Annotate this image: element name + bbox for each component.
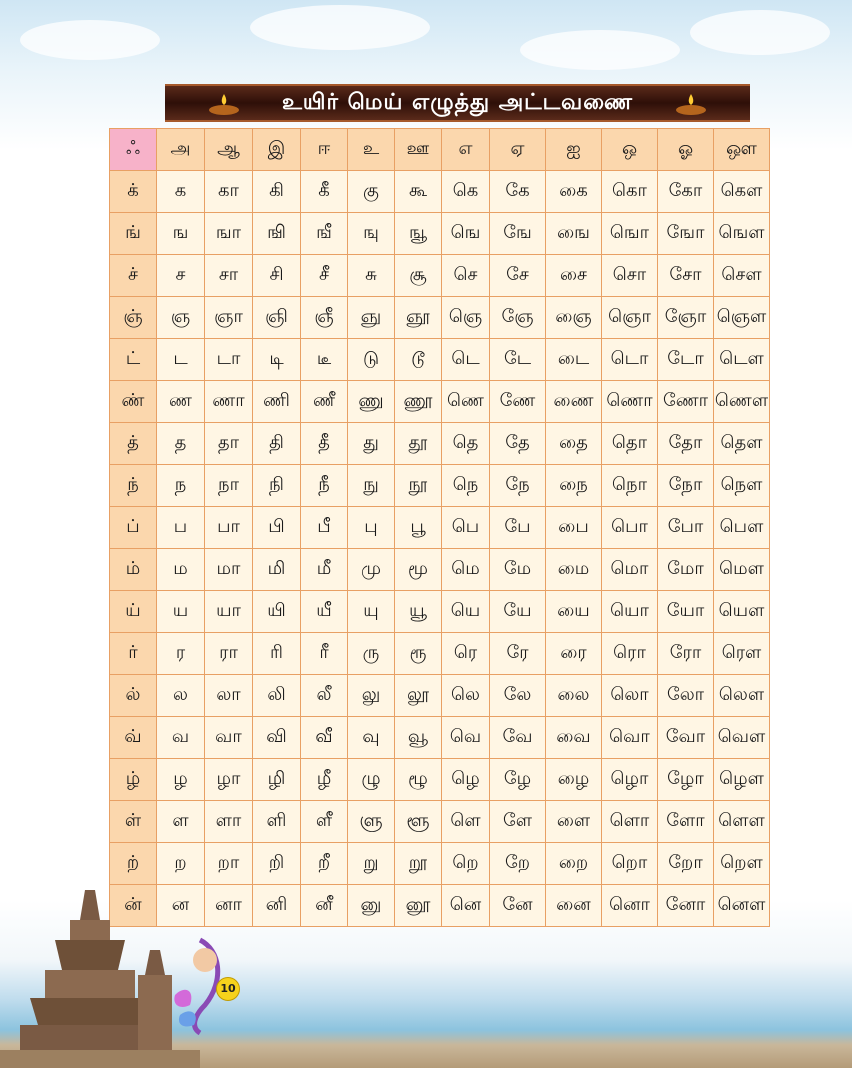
- letter-cell: யை: [546, 591, 602, 633]
- consonant-header-cell: க்: [110, 171, 157, 213]
- letter-cell: ஞெ: [442, 297, 490, 339]
- letter-cell: றோ: [658, 843, 714, 885]
- letter-cell: லூ: [395, 675, 442, 717]
- consonant-header-cell: ச்: [110, 255, 157, 297]
- letter-cell: ம: [157, 549, 205, 591]
- letter-cell: ஙே: [490, 213, 546, 255]
- consonant-row: [110, 591, 770, 633]
- letter-cell: னை: [546, 885, 602, 927]
- letter-cell: கை: [546, 171, 602, 213]
- consonant-header-cell: ந்: [110, 465, 157, 507]
- vowel-header-cell: அ: [157, 129, 205, 171]
- vowel-header-cell: ஈ: [301, 129, 348, 171]
- letter-cell: ய: [157, 591, 205, 633]
- letter-cell: ஙா: [205, 213, 253, 255]
- letter-cell: ஞி: [253, 297, 301, 339]
- letter-cell: டௌ: [714, 339, 770, 381]
- letter-cell: வை: [546, 717, 602, 759]
- letter-cell: டை: [546, 339, 602, 381]
- letter-cell: றா: [205, 843, 253, 885]
- letter-cell: னொ: [602, 885, 658, 927]
- letter-cell: லெ: [442, 675, 490, 717]
- letter-cell: சூ: [395, 255, 442, 297]
- letter-cell: தூ: [395, 423, 442, 465]
- letter-cell: பே: [490, 507, 546, 549]
- letter-cell: நீ: [301, 465, 348, 507]
- letter-cell: யோ: [658, 591, 714, 633]
- letter-cell: ஞை: [546, 297, 602, 339]
- consonant-header-cell: ம்: [110, 549, 157, 591]
- letter-cell: ர: [157, 633, 205, 675]
- letter-cell: ச: [157, 255, 205, 297]
- letter-cell: ளே: [490, 801, 546, 843]
- consonant-header-cell: ள்: [110, 801, 157, 843]
- letter-cell: கு: [348, 171, 395, 213]
- consonant-row: [110, 339, 770, 381]
- letter-cell: னோ: [658, 885, 714, 927]
- page-title: உயிர் மெய் எழுத்து அட்டவணை: [281, 90, 634, 115]
- letter-cell: யா: [205, 591, 253, 633]
- letter-cell: டொ: [602, 339, 658, 381]
- uyirmei-table: [109, 128, 770, 927]
- letter-cell: றி: [253, 843, 301, 885]
- letter-cell: ட: [157, 339, 205, 381]
- letter-cell: ணி: [253, 381, 301, 423]
- letter-cell: ஞா: [205, 297, 253, 339]
- vowel-header-cell: எ: [442, 129, 490, 171]
- letter-cell: ளெ: [442, 801, 490, 843]
- letter-cell: ள: [157, 801, 205, 843]
- letter-cell: ணீ: [301, 381, 348, 423]
- letter-cell: மை: [546, 549, 602, 591]
- consonant-header-cell: த்: [110, 423, 157, 465]
- letter-cell: சை: [546, 255, 602, 297]
- title-banner: [165, 84, 750, 122]
- letter-cell: ழூ: [395, 759, 442, 801]
- letter-cell: மொ: [602, 549, 658, 591]
- letter-cell: மு: [348, 549, 395, 591]
- letter-cell: தெ: [442, 423, 490, 465]
- consonant-header-cell: ப்: [110, 507, 157, 549]
- consonant-header-cell: ற்: [110, 843, 157, 885]
- letter-cell: வா: [205, 717, 253, 759]
- letter-cell: னு: [348, 885, 395, 927]
- letter-cell: ழௌ: [714, 759, 770, 801]
- letter-cell: ஙீ: [301, 213, 348, 255]
- letter-cell: வே: [490, 717, 546, 759]
- letter-cell: லீ: [301, 675, 348, 717]
- letter-cell: பு: [348, 507, 395, 549]
- letter-cell: னி: [253, 885, 301, 927]
- letter-cell: ரா: [205, 633, 253, 675]
- letter-cell: ஞொ: [602, 297, 658, 339]
- vowel-header-cell: ஆ: [205, 129, 253, 171]
- letter-cell: சோ: [658, 255, 714, 297]
- letter-cell: ழா: [205, 759, 253, 801]
- consonant-header-cell: ழ்: [110, 759, 157, 801]
- aytham-cell: ஃ: [110, 129, 157, 171]
- letter-cell: ரை: [546, 633, 602, 675]
- letter-cell: தொ: [602, 423, 658, 465]
- letter-cell: டீ: [301, 339, 348, 381]
- letter-cell: ஙோ: [658, 213, 714, 255]
- letter-cell: ஙெ: [442, 213, 490, 255]
- letter-cell: ஙு: [348, 213, 395, 255]
- letter-cell: ண: [157, 381, 205, 423]
- letter-cell: மோ: [658, 549, 714, 591]
- vowel-header-cell: ஔ: [714, 129, 770, 171]
- letter-cell: ளொ: [602, 801, 658, 843]
- letter-cell: தௌ: [714, 423, 770, 465]
- letter-cell: ணே: [490, 381, 546, 423]
- consonant-header-cell: ங்: [110, 213, 157, 255]
- letter-cell: க: [157, 171, 205, 213]
- letter-cell: செ: [442, 255, 490, 297]
- letter-cell: ணு: [348, 381, 395, 423]
- letter-cell: து: [348, 423, 395, 465]
- letter-cell: ளு: [348, 801, 395, 843]
- letter-cell: கே: [490, 171, 546, 213]
- letter-cell: ணூ: [395, 381, 442, 423]
- letter-cell: யு: [348, 591, 395, 633]
- letter-cell: கௌ: [714, 171, 770, 213]
- letter-cell: ழொ: [602, 759, 658, 801]
- letter-cell: மீ: [301, 549, 348, 591]
- letter-cell: கி: [253, 171, 301, 213]
- letter-cell: தி: [253, 423, 301, 465]
- letter-cell: னெ: [442, 885, 490, 927]
- letter-cell: மி: [253, 549, 301, 591]
- letter-cell: டூ: [395, 339, 442, 381]
- letter-cell: ஞீ: [301, 297, 348, 339]
- page-number-badge: 10: [216, 977, 240, 1001]
- letter-cell: ஙை: [546, 213, 602, 255]
- letter-cell: ஙௌ: [714, 213, 770, 255]
- letter-cell: டி: [253, 339, 301, 381]
- letter-cell: பொ: [602, 507, 658, 549]
- consonant-row: [110, 843, 770, 885]
- letter-cell: தே: [490, 423, 546, 465]
- letter-cell: பௌ: [714, 507, 770, 549]
- letter-cell: கா: [205, 171, 253, 213]
- consonant-row: [110, 633, 770, 675]
- letter-cell: ளீ: [301, 801, 348, 843]
- letter-cell: ங: [157, 213, 205, 255]
- letter-cell: தா: [205, 423, 253, 465]
- letter-cell: னீ: [301, 885, 348, 927]
- letter-cell: ஞௌ: [714, 297, 770, 339]
- letter-cell: ழோ: [658, 759, 714, 801]
- letter-cell: வு: [348, 717, 395, 759]
- letter-cell: ளை: [546, 801, 602, 843]
- letter-cell: லு: [348, 675, 395, 717]
- letter-cell: ஞு: [348, 297, 395, 339]
- letter-cell: வி: [253, 717, 301, 759]
- letter-cell: ழி: [253, 759, 301, 801]
- letter-cell: தோ: [658, 423, 714, 465]
- letter-cell: தீ: [301, 423, 348, 465]
- letter-cell: நோ: [658, 465, 714, 507]
- consonant-row: [110, 801, 770, 843]
- letter-cell: யி: [253, 591, 301, 633]
- letter-cell: கூ: [395, 171, 442, 213]
- consonant-row: [110, 759, 770, 801]
- letter-cell: யௌ: [714, 591, 770, 633]
- letter-cell: மௌ: [714, 549, 770, 591]
- consonant-header-cell: ல்: [110, 675, 157, 717]
- letter-cell: கீ: [301, 171, 348, 213]
- consonant-row: [110, 717, 770, 759]
- letter-cell: கோ: [658, 171, 714, 213]
- letter-cell: ரௌ: [714, 633, 770, 675]
- letter-cell: ளோ: [658, 801, 714, 843]
- letter-cell: டெ: [442, 339, 490, 381]
- letter-cell: வெ: [442, 717, 490, 759]
- letter-cell: ன: [157, 885, 205, 927]
- vowel-header-cell: ஓ: [658, 129, 714, 171]
- letter-cell: ழை: [546, 759, 602, 801]
- letter-cell: ரொ: [602, 633, 658, 675]
- letter-cell: ழ: [157, 759, 205, 801]
- consonant-row: [110, 465, 770, 507]
- letter-cell: சா: [205, 255, 253, 297]
- letter-cell: னௌ: [714, 885, 770, 927]
- letter-cell: ளா: [205, 801, 253, 843]
- consonant-row: [110, 255, 770, 297]
- letter-cell: சு: [348, 255, 395, 297]
- letter-cell: றெ: [442, 843, 490, 885]
- letter-cell: பா: [205, 507, 253, 549]
- letter-cell: மெ: [442, 549, 490, 591]
- consonant-header-cell: ட்: [110, 339, 157, 381]
- letter-cell: ணோ: [658, 381, 714, 423]
- letter-cell: னா: [205, 885, 253, 927]
- vowel-header-cell: உ: [348, 129, 395, 171]
- consonant-row: [110, 381, 770, 423]
- letter-cell: பீ: [301, 507, 348, 549]
- letter-cell: ணௌ: [714, 381, 770, 423]
- letter-cell: ரே: [490, 633, 546, 675]
- letter-cell: யொ: [602, 591, 658, 633]
- letter-cell: றொ: [602, 843, 658, 885]
- letter-cell: ஞே: [490, 297, 546, 339]
- letter-cell: ரூ: [395, 633, 442, 675]
- letter-cell: றீ: [301, 843, 348, 885]
- letter-cell: நு: [348, 465, 395, 507]
- letter-cell: யே: [490, 591, 546, 633]
- consonant-row: [110, 423, 770, 465]
- letter-cell: சே: [490, 255, 546, 297]
- letter-cell: மூ: [395, 549, 442, 591]
- letter-cell: நே: [490, 465, 546, 507]
- letter-cell: ஞோ: [658, 297, 714, 339]
- letter-cell: லொ: [602, 675, 658, 717]
- letter-cell: ழெ: [442, 759, 490, 801]
- letter-cell: ழு: [348, 759, 395, 801]
- letter-cell: சௌ: [714, 255, 770, 297]
- letter-cell: வ: [157, 717, 205, 759]
- letter-cell: ரெ: [442, 633, 490, 675]
- letter-cell: நை: [546, 465, 602, 507]
- letter-cell: ணொ: [602, 381, 658, 423]
- letter-cell: ஙொ: [602, 213, 658, 255]
- letter-cell: பெ: [442, 507, 490, 549]
- letter-cell: ரு: [348, 633, 395, 675]
- letter-cell: கெ: [442, 171, 490, 213]
- vowel-header-cell: இ: [253, 129, 301, 171]
- letter-cell: மா: [205, 549, 253, 591]
- letter-cell: நௌ: [714, 465, 770, 507]
- letter-cell: நொ: [602, 465, 658, 507]
- consonant-row: [110, 549, 770, 591]
- consonant-header-cell: வ்: [110, 717, 157, 759]
- letter-cell: போ: [658, 507, 714, 549]
- letter-cell: வீ: [301, 717, 348, 759]
- letter-cell: ஞூ: [395, 297, 442, 339]
- letter-cell: ஞ: [157, 297, 205, 339]
- consonant-row: [110, 507, 770, 549]
- letter-cell: லௌ: [714, 675, 770, 717]
- consonant-header-cell: ய்: [110, 591, 157, 633]
- letter-cell: நி: [253, 465, 301, 507]
- letter-cell: ணெ: [442, 381, 490, 423]
- consonant-row: [110, 885, 770, 927]
- oil-lamp-icon: [672, 92, 710, 116]
- letter-cell: யெ: [442, 591, 490, 633]
- letter-cell: தை: [546, 423, 602, 465]
- vowel-header-cell: ஐ: [546, 129, 602, 171]
- letter-cell: லோ: [658, 675, 714, 717]
- letter-cell: னே: [490, 885, 546, 927]
- consonant-header-cell: ண்: [110, 381, 157, 423]
- letter-cell: ற: [157, 843, 205, 885]
- letter-cell: றே: [490, 843, 546, 885]
- letter-cell: லே: [490, 675, 546, 717]
- letter-cell: ணா: [205, 381, 253, 423]
- letter-cell: லா: [205, 675, 253, 717]
- letter-cell: நூ: [395, 465, 442, 507]
- consonant-row: [110, 171, 770, 213]
- letter-cell: வோ: [658, 717, 714, 759]
- letter-cell: ரீ: [301, 633, 348, 675]
- letter-cell: யூ: [395, 591, 442, 633]
- letter-cell: ஙி: [253, 213, 301, 255]
- letter-cell: த: [157, 423, 205, 465]
- letter-cell: ழே: [490, 759, 546, 801]
- letter-cell: னூ: [395, 885, 442, 927]
- letter-cell: மே: [490, 549, 546, 591]
- letter-cell: ஙூ: [395, 213, 442, 255]
- letter-cell: டு: [348, 339, 395, 381]
- letter-cell: கொ: [602, 171, 658, 213]
- vowel-header-cell: ஊ: [395, 129, 442, 171]
- letter-cell: டே: [490, 339, 546, 381]
- letter-cell: வௌ: [714, 717, 770, 759]
- consonant-header-cell: ன்: [110, 885, 157, 927]
- letter-cell: ணை: [546, 381, 602, 423]
- letter-cell: றை: [546, 843, 602, 885]
- letter-cell: சி: [253, 255, 301, 297]
- consonant-row: [110, 297, 770, 339]
- letter-cell: வொ: [602, 717, 658, 759]
- consonant-header-cell: ஞ்: [110, 297, 157, 339]
- letter-cell: டோ: [658, 339, 714, 381]
- letter-cell: பி: [253, 507, 301, 549]
- letter-cell: லி: [253, 675, 301, 717]
- letter-cell: பை: [546, 507, 602, 549]
- letter-cell: ளி: [253, 801, 301, 843]
- letter-cell: சீ: [301, 255, 348, 297]
- letter-cell: ழீ: [301, 759, 348, 801]
- letter-cell: றௌ: [714, 843, 770, 885]
- letter-cell: லை: [546, 675, 602, 717]
- consonant-header-cell: ர்: [110, 633, 157, 675]
- letter-cell: ளூ: [395, 801, 442, 843]
- letter-cell: ப: [157, 507, 205, 549]
- letter-cell: வூ: [395, 717, 442, 759]
- letter-cell: ந: [157, 465, 205, 507]
- letter-cell: ரோ: [658, 633, 714, 675]
- vowel-header-row: [110, 129, 770, 171]
- letter-cell: பூ: [395, 507, 442, 549]
- letter-cell: யீ: [301, 591, 348, 633]
- letter-cell: று: [348, 843, 395, 885]
- letter-cell: நா: [205, 465, 253, 507]
- vowel-header-cell: ஒ: [602, 129, 658, 171]
- letter-cell: றூ: [395, 843, 442, 885]
- letter-cell: ரி: [253, 633, 301, 675]
- letter-cell: நெ: [442, 465, 490, 507]
- letter-cell: ல: [157, 675, 205, 717]
- letter-cell: டா: [205, 339, 253, 381]
- letter-cell: ளௌ: [714, 801, 770, 843]
- letter-cell: சொ: [602, 255, 658, 297]
- consonant-row: [110, 213, 770, 255]
- consonant-row: [110, 675, 770, 717]
- vowel-header-cell: ஏ: [490, 129, 546, 171]
